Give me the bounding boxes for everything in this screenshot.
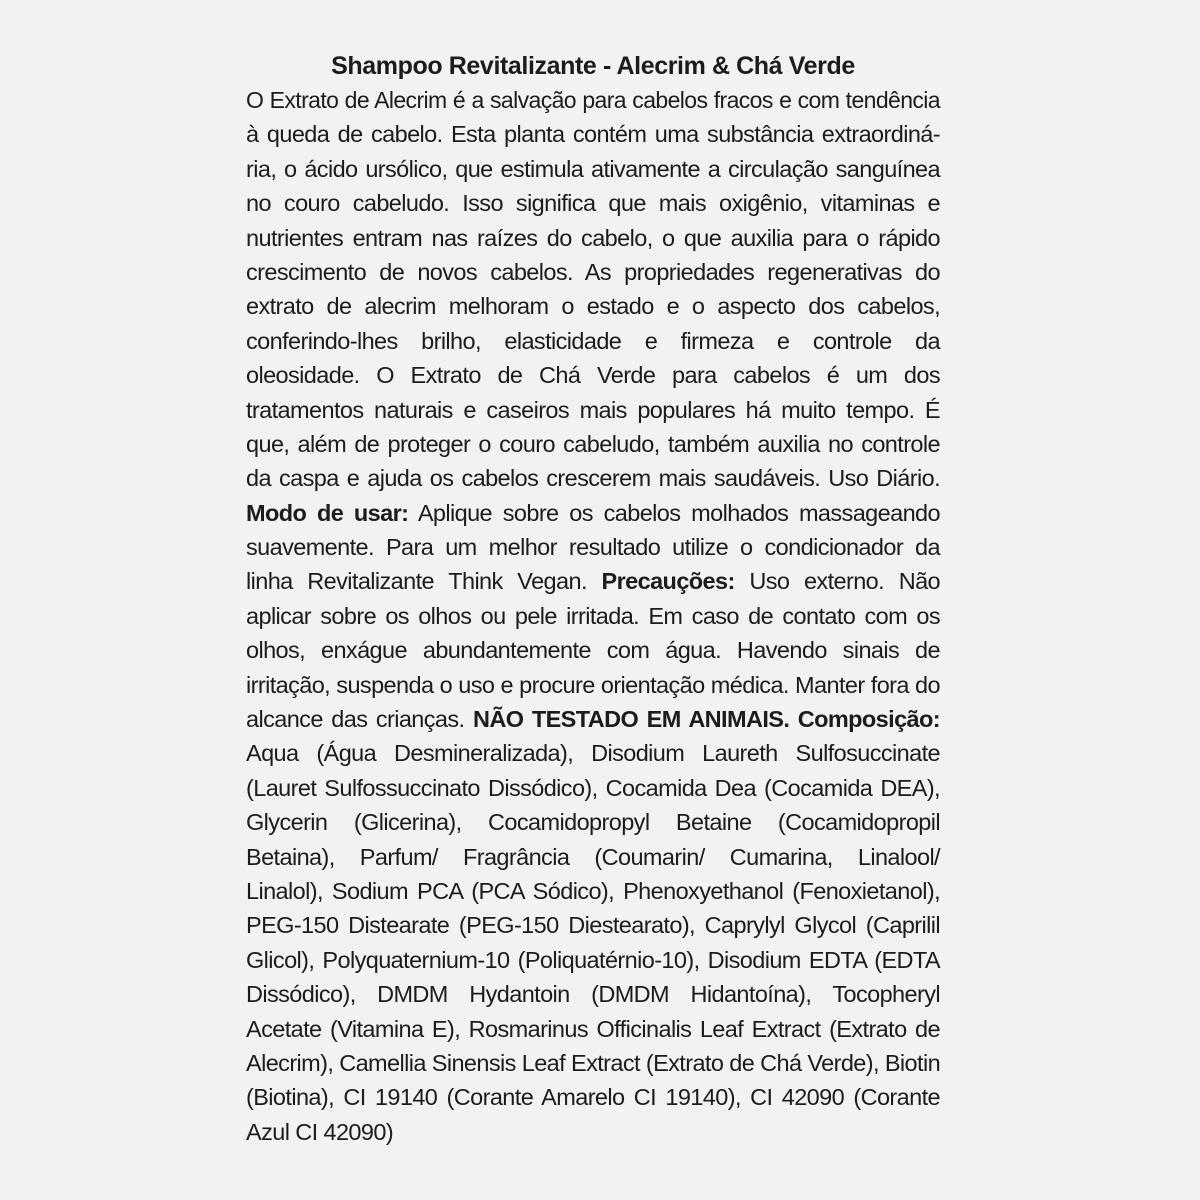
text-line bbox=[246, 633, 940, 667]
text-segment: Betaina), Parfum/ Fragrância (Coumarin/ Cumarina, Linalool/ bbox=[246, 843, 940, 870]
text-segment: Glicol), Polyquaternium-10 (Poliquatérnio-10), Disodium EDTA (EDTA bbox=[246, 946, 940, 973]
text-line bbox=[246, 117, 940, 151]
text-line bbox=[246, 221, 940, 255]
text-line bbox=[246, 358, 940, 392]
document-title: Shampoo Revitalizante - Alecrim & Chá Verde bbox=[331, 52, 855, 80]
text-segment: da caspa e ajuda os cabelos crescerem mais saudáveis. Uso Diário. bbox=[246, 465, 940, 492]
text-segment: tratamentos naturais e caseiros mais populares há muito tempo. É bbox=[246, 396, 940, 423]
document-body-text bbox=[246, 83, 940, 1149]
text-segment: olhos, enxágue abundantemente com água. Havendo sinais de bbox=[246, 637, 940, 664]
text-segment: extrato de alecrim melhoram o estado e o aspecto dos cabelos, bbox=[246, 293, 940, 320]
text-segment: crescimento de novos cabelos. As propriedades regenerativas do bbox=[246, 258, 940, 285]
text-line bbox=[246, 289, 940, 323]
text-segment: ria, o ácido ursólico, que estimula ativamente a circulação sanguínea bbox=[246, 155, 940, 182]
text-line bbox=[246, 564, 940, 598]
bold-text-segment: NÃO TESTADO EM ANIMAIS. Composição: bbox=[472, 706, 940, 733]
text-line bbox=[246, 1115, 940, 1149]
text-segment: Aqua (Água Desmineralizada), Disodium Laureth Sulfosuccinate bbox=[246, 740, 940, 767]
text-segment: Uso externo. Não bbox=[734, 568, 941, 595]
bold-text-segment: Modo de usar: bbox=[246, 499, 409, 526]
text-line bbox=[246, 702, 940, 736]
text-segment: suavemente. Para um melhor resultado utilize o condicionador da bbox=[246, 534, 940, 561]
text-segment: Glycerin (Glicerina), Cocamidopropyl Betaine (Cocamidopropil bbox=[246, 809, 940, 836]
text-segment: que, além de proteger o couro cabeludo, também auxilia no controle bbox=[246, 430, 940, 457]
text-line bbox=[246, 461, 940, 495]
text-segment: O Extrato de Alecrim é a salvação para cabelos fracos e com tendência bbox=[246, 87, 940, 113]
text-line bbox=[246, 393, 940, 427]
text-segment: (Biotina), CI 19140 (Corante Amarelo CI 19140), CI 42090 (Corante bbox=[246, 1084, 940, 1111]
text-segment: nutrientes entram nas raízes do cabelo, o que auxilia para o rápido bbox=[246, 224, 940, 251]
product-description-document bbox=[246, 49, 940, 1149]
text-line bbox=[246, 1012, 940, 1046]
text-segment: aplicar sobre os olhos ou pele irritada. Em caso de contato com os bbox=[246, 602, 940, 629]
text-line bbox=[246, 186, 940, 220]
text-line bbox=[246, 83, 940, 117]
text-line bbox=[246, 771, 940, 805]
text-line bbox=[246, 255, 940, 289]
text-segment: PEG-150 Distearate (PEG-150 Diestearato), Caprylyl Glycol (Caprilil bbox=[246, 912, 940, 939]
text-segment: Dissódico), DMDM Hydantoin (DMDM Hidantoína), Tocopheryl bbox=[246, 981, 940, 1008]
text-segment: conferindo-lhes brilho, elasticidade e firmeza e controle da bbox=[246, 327, 940, 354]
text-segment: Azul CI 42090) bbox=[246, 1118, 394, 1145]
text-line bbox=[246, 1046, 940, 1080]
text-line bbox=[246, 1080, 940, 1114]
text-line bbox=[246, 152, 940, 186]
text-line bbox=[246, 874, 940, 908]
text-line bbox=[246, 943, 940, 977]
text-segment: no couro cabeludo. Isso significa que mais oxigênio, vitaminas e bbox=[246, 190, 940, 217]
text-line bbox=[246, 736, 940, 770]
text-line bbox=[246, 668, 940, 702]
text-line bbox=[246, 908, 940, 942]
text-line bbox=[246, 977, 940, 1011]
text-segment: alcance das crianças. bbox=[246, 706, 473, 733]
text-segment: à queda de cabelo. Esta planta contém uma substância extraordiná- bbox=[246, 121, 940, 148]
text-line bbox=[246, 599, 940, 633]
text-line bbox=[246, 496, 940, 530]
text-line bbox=[246, 324, 940, 358]
text-segment: Linalol), Sodium PCA (PCA Sódico), Phenoxyethanol (Fenoxietanol), bbox=[246, 877, 940, 904]
text-segment: linha Revitalizante Think Vegan. bbox=[246, 568, 602, 595]
text-segment: Aplique sobre os cabelos molhados massageando bbox=[408, 499, 940, 526]
bold-text-segment: Precauções: bbox=[601, 568, 735, 595]
text-segment: (Lauret Sulfossuccinato Dissódico), Cocamida Dea (Cocamida DEA), bbox=[246, 774, 940, 801]
text-line bbox=[246, 840, 940, 874]
text-line bbox=[246, 805, 940, 839]
text-segment: Alecrim), Camellia Sinensis Leaf Extract (Extrato de Chá Verde), Biotin bbox=[246, 1049, 941, 1076]
text-segment: oleosidade. O Extrato de Chá Verde para cabelos é um dos bbox=[246, 362, 940, 389]
text-segment: irritação, suspenda o uso e procure orientação médica. Manter fora do bbox=[246, 671, 940, 698]
text-segment: Acetate (Vitamina E), Rosmarinus Officinalis Leaf Extract (Extrato de bbox=[246, 1015, 940, 1042]
text-line bbox=[246, 427, 940, 461]
text-line bbox=[246, 530, 940, 564]
